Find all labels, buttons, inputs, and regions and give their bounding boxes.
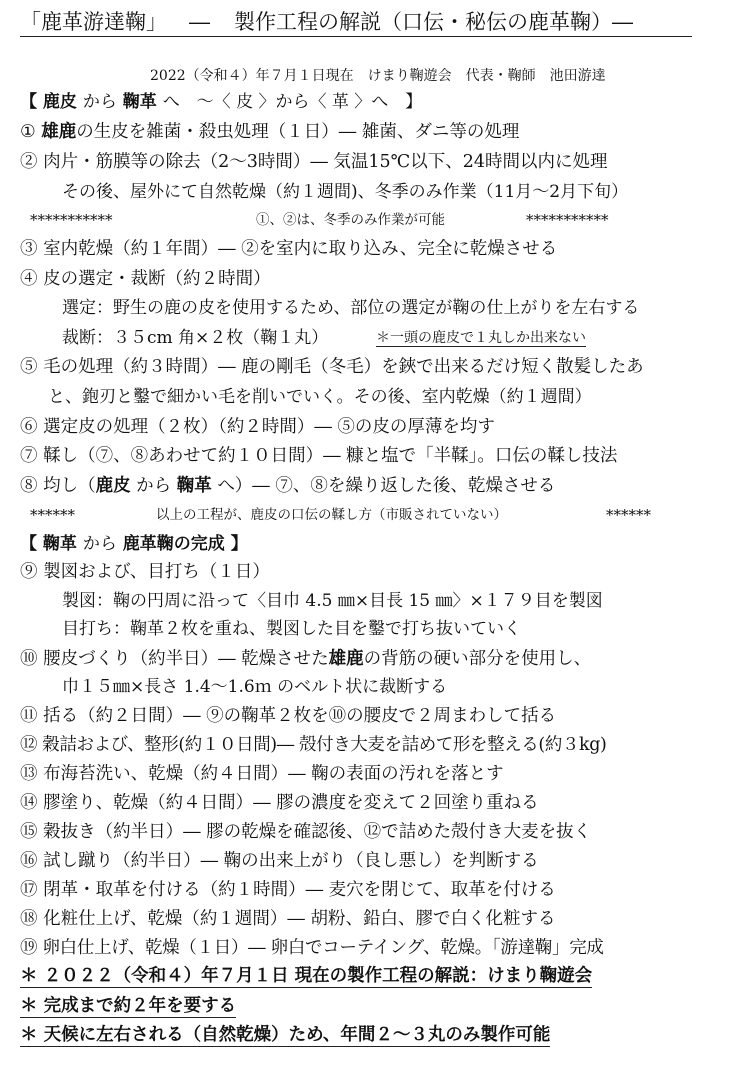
- section2-to: 鹿革鞠の完成: [122, 534, 225, 554]
- step-11: [20, 708, 556, 726]
- step-4-note: ＊一頭の鹿皮で１丸しか出来ない: [376, 330, 586, 346]
- step-text: 卵白仕上げ、乾燥（１日）― 卵白でコーテイング、乾燥。「游達鞠」完成: [42, 938, 604, 958]
- star-line-1-left: ***********: [30, 211, 113, 229]
- step-1: [20, 124, 519, 142]
- step-bold: 雄鹿: [328, 649, 364, 669]
- step-text: 肉片・筋膜等の除去（2～3時間）― 気温15℃以下、24時間以内に処理: [43, 152, 608, 172]
- step-10: [20, 651, 591, 669]
- step-number: ⑫: [20, 735, 38, 755]
- step-text: 布海苔洗い、乾燥（約４日間）― 鞠の表面の汚れを落とす: [43, 764, 504, 784]
- step-number: ⑯: [20, 851, 38, 871]
- section1-to: 鞠革: [122, 92, 157, 112]
- bracket-open: 【: [20, 92, 37, 112]
- step-number: ②: [20, 152, 38, 172]
- section2-kara: から: [82, 534, 117, 554]
- step-text: 毛の処理（約３時間）― 鹿の剛毛（冬毛）を鋏で出来るだけ短く散髪したあ: [43, 357, 644, 377]
- step-text: 腰皮づくり（約半日）― 乾燥させた: [43, 649, 329, 669]
- step-4: [20, 271, 271, 289]
- star-line-2-note: 以上の工程が、鹿皮の口伝の鞣し方（市販されていない）: [156, 507, 507, 523]
- step-4-select: 選定：野生の鹿の皮を使用するため、部位の選定が鞠の仕上がりを左右する: [62, 298, 640, 318]
- step-text: へ）― ⑦、⑧を繰り返した後、乾燥させる: [217, 476, 556, 496]
- step-text: から: [136, 476, 172, 496]
- step-19: [20, 940, 604, 958]
- step-9-drafting: 製図：鞠の円周に沿って〈目巾 4.5 ㎜×目長 15 ㎜〉×１７９目を製図: [62, 591, 603, 611]
- footer-note-1: ＊ ２０２２（令和４）年７月１日 現在の製作工程の解説：けまり鞠遊会: [20, 966, 593, 986]
- step-6: [20, 419, 495, 437]
- step-number: ⑤: [20, 357, 38, 377]
- star-line-1-right: ***********: [526, 211, 609, 229]
- section-heading-2: [20, 536, 248, 553]
- step-text: 穀詰および、整形(約１０日間)― 殻付き大麦を詰めて形を整える(約３kg): [42, 735, 607, 755]
- footer-note-2: ＊ 完成まで約２年を要する: [20, 996, 237, 1016]
- step-9-punching: 目打ち：鞠革２枚を重ね、製図した目を鑿で打ち抜いていく: [62, 619, 521, 639]
- star-line-2-left: ******: [30, 506, 75, 524]
- step-10-cont: 巾１５㎜×長さ 1.4～1.6ｍ のベルト状に裁断する: [62, 677, 448, 697]
- section-heading-1: [20, 94, 422, 111]
- section2-from: 鞠革: [42, 534, 77, 554]
- step-number: ⑲: [20, 938, 38, 958]
- step-number: ⑨: [20, 562, 38, 582]
- step-text: 皮の選定・裁断（約２時間）: [43, 269, 271, 289]
- step-3: [20, 241, 557, 259]
- step-17: [20, 882, 556, 900]
- step-text: 括る（約２日間）― ⑨の鞠革２枚を⑩の腰皮で２周まわして括る: [43, 706, 557, 726]
- step-7: [20, 448, 617, 466]
- date-line: 2022（令和４）年７月１日現在 けまり鞠遊会 代表・鞠師 池田游達: [150, 68, 606, 84]
- step-text: 室内乾燥（約１年間）― ②を室内に取り込み、完全に乾燥させる: [43, 239, 558, 259]
- section1-rest: へ ～〈 皮 〉から〈 革 〉へ 】: [162, 92, 423, 112]
- bracket-close: 】: [230, 534, 248, 554]
- step-18: [20, 911, 555, 929]
- step-5: [20, 359, 644, 377]
- step-text: 鞣し（⑦、⑧あわせて約１０日間）― 糠と塩で「半鞣」。口伝の鞣し技法: [43, 446, 618, 466]
- step-text: 製図および、目打ち（１日）: [43, 562, 270, 582]
- title-left: 「鹿革游達鞠」: [20, 10, 167, 34]
- step-number: ⑭: [20, 793, 38, 813]
- step-number: ①: [20, 122, 36, 142]
- step-12: [20, 737, 606, 755]
- step-text: 試し蹴り（約半日）― 鞠の出来上がり（良し悪し）を判断する: [43, 851, 539, 871]
- title-dash-2: ―: [612, 10, 633, 34]
- step-text: 穀抜き（約半日）― 膠の乾燥を確認後、⑫で詰めた殻付き大麦を抜く: [43, 822, 592, 842]
- step-2-cont: その後、屋外にて自然乾燥（約１週間)、冬季のみ作業（11月～2月下旬）: [62, 182, 629, 202]
- document-title: [20, 12, 633, 33]
- step-5-cont: と、鉋刃と鑿で細かい毛を削いでいく。その後、室内乾燥（約１週間）: [48, 387, 592, 407]
- section1-from: 鹿皮: [42, 92, 77, 112]
- step-text: の生皮を雑菌・殺虫処理（１日）― 雑菌、ダニ等の処理: [76, 122, 520, 142]
- step-8: [20, 478, 555, 496]
- step-number: ③: [20, 239, 38, 259]
- section1-kara: から: [82, 92, 117, 112]
- step-text: 膠塗り、乾燥（約４日間）― 膠の濃度を変えて２回塗り重ねる: [43, 793, 539, 813]
- step-text: の背筋の硬い部分を使用し、: [363, 649, 592, 669]
- step-number: ⑧: [20, 476, 38, 496]
- step-bold: 鞠革: [176, 476, 212, 496]
- step-text: 閉革・取革を付ける（約１時間）― 麦穴を閉じて、取革を付ける: [43, 880, 556, 900]
- step-14: [20, 795, 539, 813]
- step-number: ⑪: [20, 706, 38, 726]
- title-main: 製作工程の解説（口伝・秘伝の鹿革鞠）: [234, 10, 612, 34]
- step-number: ⑦: [20, 446, 38, 466]
- step-15: [20, 824, 591, 842]
- step-number: ⑥: [20, 417, 38, 437]
- step-2: [20, 154, 608, 172]
- step-13: [20, 766, 504, 784]
- step-bold: 鹿皮: [95, 476, 131, 496]
- bracket-open: 【: [20, 534, 37, 554]
- star-line-2-right: ******: [606, 506, 651, 524]
- step-4-cut: 裁断：３５cm 角×２枚（鞠１丸）: [62, 328, 329, 348]
- step-number: ⑩: [20, 649, 38, 669]
- step-text: 化粧仕上げ、乾燥（約１週間）― 胡粉、鉛白、膠で白く化粧する: [43, 909, 556, 929]
- step-text: 均し（: [43, 476, 96, 496]
- step-text: 選定皮の処理（２枚）（約２時間）― ⑤の皮の厚薄を均す: [43, 417, 495, 437]
- star-line-1-note: ①、②は、冬季のみ作業が可能: [256, 212, 445, 228]
- title-underline: [20, 36, 692, 37]
- step-9: [20, 564, 270, 582]
- footer-note-3: ＊ 天候に左右される（自然乾燥）ため、年間２～３丸のみ製作可能: [20, 1025, 551, 1045]
- step-16: [20, 853, 539, 871]
- step-number: ⑮: [20, 822, 38, 842]
- title-dash-1: ―: [189, 10, 210, 34]
- step-bold: 雄鹿: [41, 122, 77, 142]
- step-number: ⑬: [20, 764, 38, 784]
- step-number: ⑰: [20, 880, 38, 900]
- step-number: ④: [20, 269, 38, 289]
- step-number: ⑱: [20, 909, 38, 929]
